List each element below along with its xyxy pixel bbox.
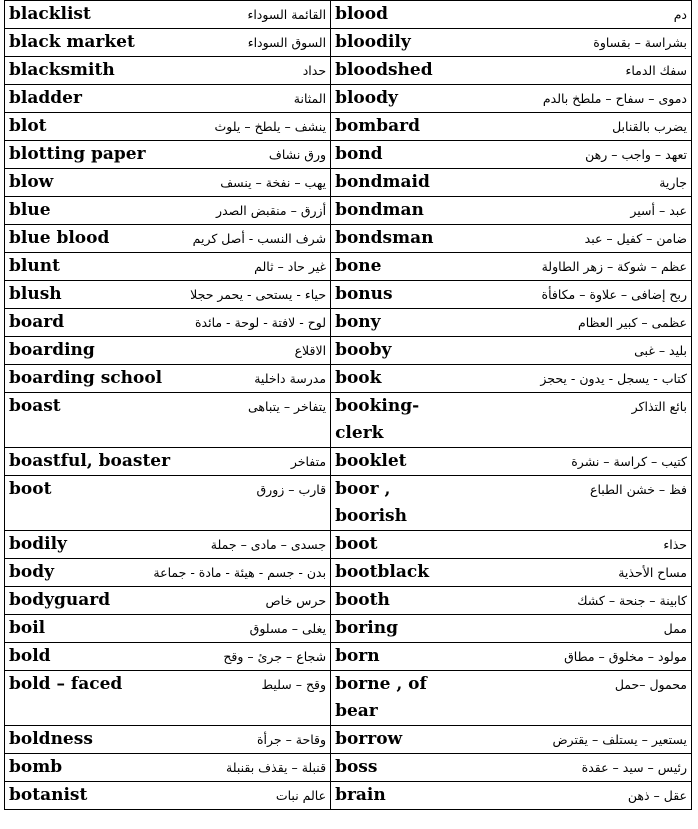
left-entry-cell xyxy=(5,253,331,281)
table-row xyxy=(5,671,692,726)
arabic-translation: حرس خاص xyxy=(265,593,327,608)
english-word: bloodshed xyxy=(335,60,433,80)
left-entry-cell xyxy=(5,615,331,643)
vocabulary-table xyxy=(4,0,692,810)
english-word: booby xyxy=(335,340,392,360)
left-entry-cell xyxy=(5,726,331,754)
right-entry-cell xyxy=(331,1,692,29)
arabic-translation: تعهد – واجب – رهن xyxy=(585,147,687,162)
arabic-translation: دموى – سفاح – ملطخ بالدم xyxy=(542,91,687,106)
table-row xyxy=(5,197,692,225)
table-row xyxy=(5,531,692,559)
right-entry-cell xyxy=(331,531,692,559)
left-entry-cell xyxy=(5,587,331,615)
arabic-translation: بشراسة – بقساوة xyxy=(593,35,687,50)
left-entry-cell xyxy=(5,113,331,141)
left-entry-cell xyxy=(5,559,331,587)
english-word-line-1: borne , of xyxy=(335,674,427,694)
table-row xyxy=(5,754,692,782)
arabic-translation: مساح الأحذية xyxy=(618,565,687,580)
right-entry-cell xyxy=(331,253,692,281)
right-entry-cell xyxy=(331,393,692,448)
right-entry-cell xyxy=(331,225,692,253)
left-entry-cell xyxy=(5,85,331,113)
arabic-translation: جارية xyxy=(659,175,687,190)
arabic-translation: قنبلة – يقذف بقنبلة xyxy=(226,760,327,775)
arabic-translation: محمول –حمل xyxy=(614,677,687,692)
table-row xyxy=(5,309,692,337)
english-word: blacklist xyxy=(9,4,91,24)
table-row xyxy=(5,1,692,29)
english-word: blush xyxy=(9,284,62,304)
table-row xyxy=(5,281,692,309)
arabic-translation: أزرق – منقبض الصدر xyxy=(216,203,327,218)
english-word: board xyxy=(9,312,65,332)
english-word: boot xyxy=(335,534,378,554)
table-row xyxy=(5,141,692,169)
english-word: book xyxy=(335,368,382,388)
english-word: blow xyxy=(9,172,54,192)
arabic-translation: جسدى – مادى – جملة xyxy=(210,537,327,552)
arabic-translation: مولود – مخلوق – مطاق xyxy=(564,649,687,664)
table-row xyxy=(5,85,692,113)
left-entry-cell xyxy=(5,476,331,531)
right-entry-cell xyxy=(331,559,692,587)
arabic-translation: يهب – نفخة – ينسف xyxy=(220,175,327,190)
english-word: borrow xyxy=(335,729,403,749)
english-word: bloody xyxy=(335,88,398,108)
left-entry-cell xyxy=(5,225,331,253)
arabic-translation: متفاخر xyxy=(290,454,327,469)
arabic-translation: شرف النسب - أصل كريم xyxy=(192,231,327,246)
left-entry-cell xyxy=(5,448,331,476)
arabic-translation: كتيب – كراسة – نشرة xyxy=(571,454,687,469)
arabic-translation: حداد xyxy=(302,63,327,78)
left-entry-cell xyxy=(5,1,331,29)
english-word: bodily xyxy=(9,534,67,554)
arabic-translation: شجاع – جرئ – وقح xyxy=(223,649,327,664)
table-row xyxy=(5,365,692,393)
english-word: bondmaid xyxy=(335,172,430,192)
right-entry-cell xyxy=(331,337,692,365)
table-row xyxy=(5,587,692,615)
right-entry-cell xyxy=(331,141,692,169)
arabic-translation: يضرب بالقنابل xyxy=(612,119,687,134)
arabic-translation: عظم – شوكة – زهر الطاولة xyxy=(541,259,687,274)
english-word: bone xyxy=(335,256,382,276)
arabic-translation: وقاحة – جرأة xyxy=(256,732,327,747)
english-word-line-1: boor , xyxy=(335,479,391,499)
arabic-translation: لوح - لافتة - لوحة - مائدة xyxy=(194,315,327,330)
arabic-translation: ممل xyxy=(663,621,687,636)
left-entry-cell xyxy=(5,643,331,671)
arabic-translation: عبد – أسير xyxy=(630,203,687,218)
english-word: bold xyxy=(9,646,51,666)
english-word: born xyxy=(335,646,380,666)
right-entry-cell xyxy=(331,754,692,782)
table-row xyxy=(5,476,692,531)
table-row xyxy=(5,169,692,197)
arabic-translation: بدن - جسم - هيئة - مادة - جماعة xyxy=(153,565,327,580)
arabic-translation: ربح إضافى – علاوة – مكافأة xyxy=(541,287,687,302)
english-word: bladder xyxy=(9,88,82,108)
arabic-translation: حذاء xyxy=(663,537,687,552)
english-word: botanist xyxy=(9,785,88,805)
english-word: bondsman xyxy=(335,228,434,248)
left-entry-cell xyxy=(5,754,331,782)
right-entry-cell xyxy=(331,782,692,810)
arabic-translation: بائع التذاكر xyxy=(631,399,687,414)
left-entry-cell xyxy=(5,782,331,810)
english-word: boast xyxy=(9,396,61,416)
english-word: bondman xyxy=(335,200,424,220)
english-word: blunt xyxy=(9,256,60,276)
right-entry-cell xyxy=(331,448,692,476)
left-entry-cell xyxy=(5,57,331,85)
english-word-line-2: clerk xyxy=(335,423,384,443)
right-entry-cell xyxy=(331,643,692,671)
table-row xyxy=(5,57,692,85)
right-entry-cell xyxy=(331,113,692,141)
left-entry-cell xyxy=(5,531,331,559)
english-word: boss xyxy=(335,757,378,777)
english-word: blotting paper xyxy=(9,144,146,164)
arabic-translation: رئيس – سيد – عقدة xyxy=(581,760,687,775)
english-word: bloodily xyxy=(335,32,411,52)
arabic-translation: يتفاخر – يتباهى xyxy=(248,399,327,414)
arabic-translation: ينشف – يلطخ – يلوث xyxy=(214,119,327,134)
left-entry-cell xyxy=(5,337,331,365)
right-entry-cell xyxy=(331,476,692,531)
english-word-line-2: bear xyxy=(335,701,378,721)
english-word: boldness xyxy=(9,729,93,749)
arabic-translation: الاقلاع xyxy=(294,343,327,358)
english-word: blood xyxy=(335,4,388,24)
right-entry-cell xyxy=(331,29,692,57)
table-row xyxy=(5,337,692,365)
table-row xyxy=(5,726,692,754)
right-entry-cell xyxy=(331,365,692,393)
arabic-translation: عقل – ذهن xyxy=(627,788,687,803)
table-row xyxy=(5,253,692,281)
right-entry-cell xyxy=(331,671,692,726)
arabic-translation: غير حاد – ثالم xyxy=(254,259,327,274)
arabic-translation: سفك الدماء xyxy=(625,63,687,78)
right-entry-cell xyxy=(331,309,692,337)
table-row xyxy=(5,559,692,587)
left-entry-cell xyxy=(5,169,331,197)
table-row xyxy=(5,113,692,141)
right-entry-cell xyxy=(331,726,692,754)
table-row xyxy=(5,393,692,448)
arabic-translation: كتاب - يسجل - يدون - يحجز xyxy=(540,371,687,386)
english-word: boastful, boaster xyxy=(9,451,171,471)
arabic-translation: حياء - يستحى - يحمر حجلا xyxy=(190,287,327,302)
english-word: black market xyxy=(9,32,135,52)
arabic-translation: يغلى – مسلوق xyxy=(249,621,327,636)
english-word-line-1: booking- xyxy=(335,396,420,416)
english-word: blue xyxy=(9,200,51,220)
english-word: bond xyxy=(335,144,383,164)
english-word: body xyxy=(9,562,54,582)
right-entry-cell xyxy=(331,169,692,197)
left-entry-cell xyxy=(5,197,331,225)
table-row xyxy=(5,29,692,57)
right-entry-cell xyxy=(331,587,692,615)
english-word: bombard xyxy=(335,116,421,136)
english-word: bomb xyxy=(9,757,63,777)
english-word: boarding school xyxy=(9,368,163,388)
english-word: boring xyxy=(335,618,398,638)
arabic-translation: قارب – زورق xyxy=(256,482,327,497)
english-word: blot xyxy=(9,116,47,136)
arabic-translation: يستعير – يستلف – يقترض xyxy=(552,732,687,747)
right-entry-cell xyxy=(331,85,692,113)
arabic-translation: بليد – غبى xyxy=(634,343,687,358)
english-word: boil xyxy=(9,618,46,638)
english-word: blacksmith xyxy=(9,60,115,80)
arabic-translation: المثانة xyxy=(293,91,327,106)
english-word: booklet xyxy=(335,451,407,471)
arabic-translation: ورق نشاف xyxy=(268,147,327,162)
english-word: bold – faced xyxy=(9,674,123,694)
left-entry-cell xyxy=(5,393,331,448)
arabic-translation: وقح – سليط xyxy=(261,677,327,692)
left-entry-cell xyxy=(5,29,331,57)
arabic-translation: كابينة – جنحة – كشك xyxy=(577,593,687,608)
right-entry-cell xyxy=(331,197,692,225)
table-row xyxy=(5,782,692,810)
table-row xyxy=(5,643,692,671)
vocabulary-table-body xyxy=(5,1,692,810)
left-entry-cell xyxy=(5,141,331,169)
arabic-translation: مدرسة داخلية xyxy=(254,371,327,386)
table-row xyxy=(5,615,692,643)
table-row xyxy=(5,225,692,253)
english-word: blue blood xyxy=(9,228,110,248)
english-word: booth xyxy=(335,590,390,610)
english-word: boarding xyxy=(9,340,95,360)
right-entry-cell xyxy=(331,57,692,85)
table-row xyxy=(5,448,692,476)
left-entry-cell xyxy=(5,309,331,337)
english-word: bodyguard xyxy=(9,590,111,610)
arabic-translation: ضامن – كفيل – عبد xyxy=(584,231,687,246)
arabic-translation: دم xyxy=(673,7,687,22)
left-entry-cell xyxy=(5,671,331,726)
english-word: boot xyxy=(9,479,52,499)
arabic-translation: عظمى – كبير العظام xyxy=(577,315,687,330)
english-word: brain xyxy=(335,785,386,805)
right-entry-cell xyxy=(331,615,692,643)
english-word: bony xyxy=(335,312,381,332)
arabic-translation: فظ – خشن الطباع xyxy=(590,482,687,497)
left-entry-cell xyxy=(5,281,331,309)
english-word: bootblack xyxy=(335,562,429,582)
arabic-translation: القائمة السوداء xyxy=(247,7,327,22)
arabic-translation: السوق السوداء xyxy=(247,35,327,50)
right-entry-cell xyxy=(331,281,692,309)
left-entry-cell xyxy=(5,365,331,393)
english-word-line-2: boorish xyxy=(335,506,407,526)
arabic-translation: عالم نبات xyxy=(275,788,327,803)
english-word: bonus xyxy=(335,284,393,304)
